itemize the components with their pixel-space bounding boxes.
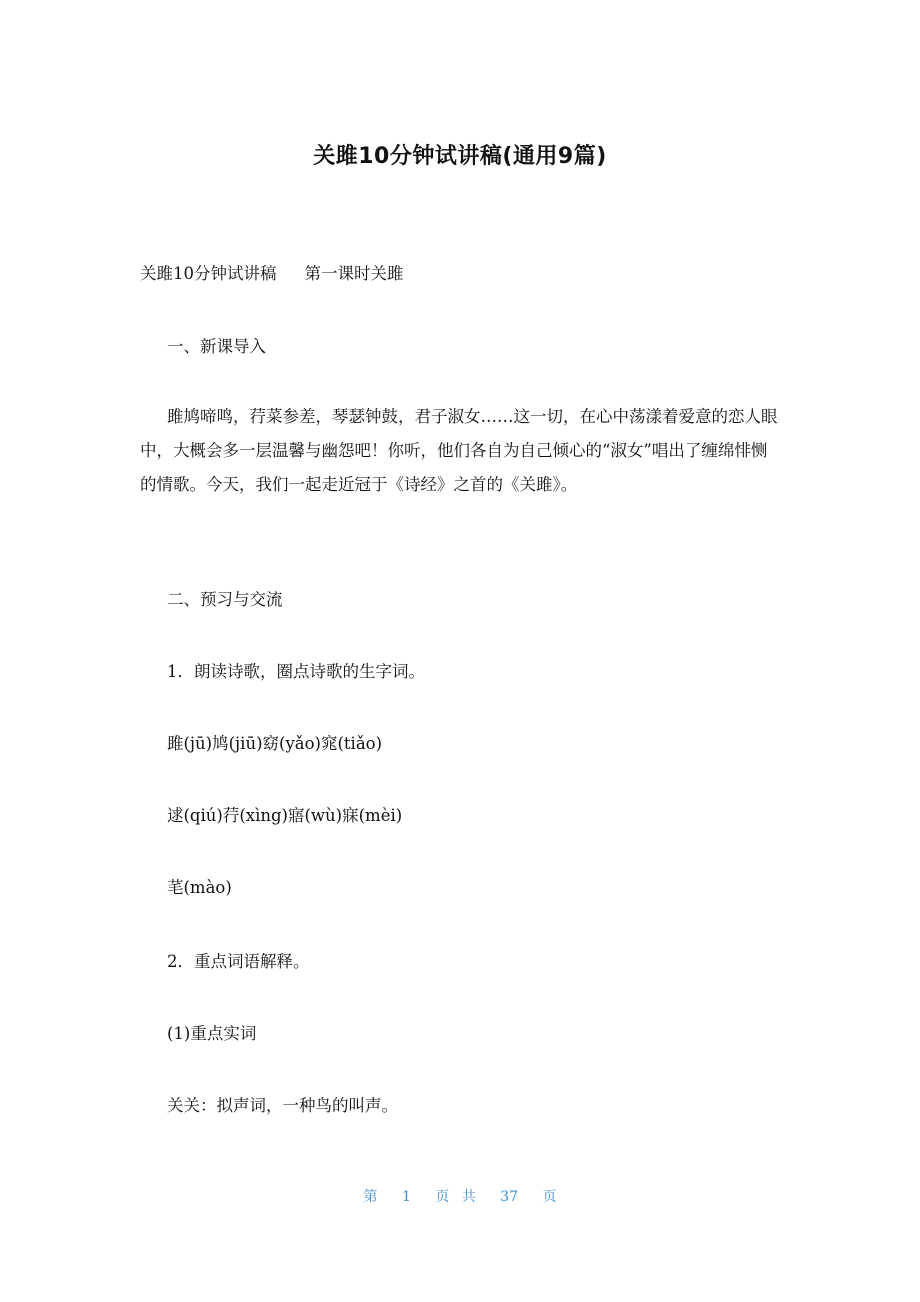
footer-prefix: 第 (363, 1189, 378, 1205)
subtitle-right: 第一课时关雎 (304, 264, 404, 283)
section-heading-preview: 二、预习与交流 (167, 590, 283, 609)
footer-suffix: 页 (542, 1189, 557, 1205)
intro-paragraph: 雎鸠啼鸣，荇菜参差，琴瑟钟鼓，君子淑女……这一切，在心中荡漾着爱意的恋人眼中，大概会多一层温馨与幽怨吧！你听，他们各自为自己倾心的“淑女”唱出了缠绵悱恻的情歌。今天，我们一起走近冠于《诗经》之首的《关雎》。 (140, 407, 778, 494)
page-footer (0, 1188, 920, 1206)
footer-middle: 页 共 (435, 1189, 476, 1205)
list-item-reading: 1．朗读诗歌，圈点诗歌的生字词。 (167, 662, 425, 681)
pinyin-line-1: 雎(jū)鸠(jiū)窈(yǎo)窕(tiǎo) (167, 734, 383, 753)
footer-total-pages: 37 (500, 1189, 519, 1205)
footer-page-number: 1 (401, 1189, 411, 1205)
definition-guanguan: 关关：拟声词，一种鸟的叫声。 (167, 1096, 398, 1115)
subtitle-line (140, 264, 404, 284)
document-title: 关雎10分钟试讲稿(通用9篇) (313, 144, 607, 169)
pinyin-line-2: 逑(qiú)荇(xìng)寤(wù)寐(mèi) (167, 806, 403, 825)
subtitle-left: 关雎10分钟试讲稿 (140, 264, 277, 283)
list-item-vocabulary: 2．重点词语解释。 (167, 952, 310, 971)
sub-heading-key-words: (1)重点实词 (167, 1024, 257, 1043)
section-heading-intro: 一、新课导入 (167, 337, 266, 356)
pinyin-line-3: 芼(mào) (167, 878, 232, 897)
